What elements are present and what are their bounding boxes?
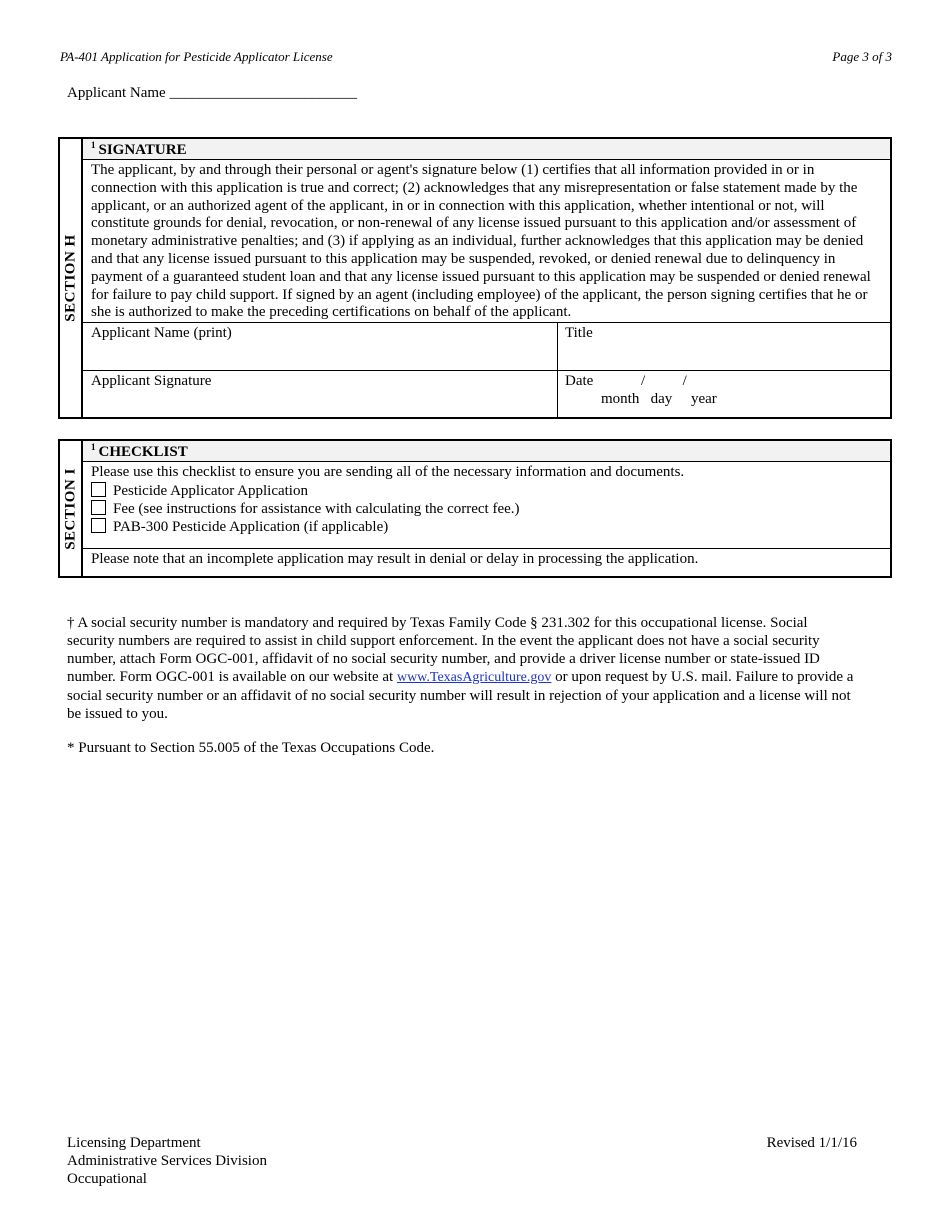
checklist-item[interactable] [91, 482, 308, 500]
checkbox[interactable] [91, 518, 106, 533]
checklist-item[interactable] [91, 518, 388, 536]
ssn-note-text: † A social security number is mandatory and required by Texas Family Code § 231.302 for this occupational license. Social security numbers are required to assist in child support enforcement. In the event the applicant does not have a social security number, attach Form OGC-001, affidavit of no social security number, and provide a driver license number or state-issued ID number. Form OGC-001 is available on our website at [67, 615, 820, 685]
certification-statement: The applicant, by and through their personal or agent's signature below (1) certifies that all information provided in or in connection with this application is true and correct; (2) acknowledges that any misrepresentation or false statement made by the applicant, or an authorized agent of the applicant, in or in connection with this application, whether intentional or not, will constitute grounds for denial, revocation, or non-renewal of any license issued pursuant to this application and/or assessment of monetary administrative penalties; and (3) if applying as an individual, further acknowledges that this application may be denied and that any license issued pursuant to this application may be suspended, revoked, or denied renewal due to delinquency in payment of a guaranteed student loan and that any license issued pursuant to this application may be suspended or denied renewal for failure to pay child support. If signed by an agent (including employee) of the applicant, the person signing certifies that he or she is authorized to make the preceding certifications on behalf of the applicant. [91, 162, 871, 321]
footer-line-3: Occupational [67, 1171, 147, 1187]
section-h-label: SECTION H [62, 234, 78, 322]
footer-line-2: Administrative Services Division [67, 1153, 267, 1169]
revised-date: Revised 1/1/16 [766, 1135, 857, 1151]
section-i-checklist [58, 439, 892, 578]
checklist-intro: Please use this checklist to ensure you are sending all of the necessary information and documents. [91, 464, 685, 480]
section-h-signature [58, 137, 892, 419]
applicant-signature-field[interactable]: Applicant Signature [91, 373, 212, 389]
applicant-name-line[interactable]: Applicant Name _________________________ [67, 85, 357, 101]
section-i-title: CHECKLIST [98, 444, 188, 460]
section-h-sidebar [60, 139, 83, 417]
page-number: Page 3 of 3 [832, 49, 892, 64]
date-format-hint: month day year [601, 391, 717, 407]
section-h-title: SIGNATURE [98, 142, 187, 158]
applicant-name-print-field[interactable]: Applicant Name (print) [91, 325, 232, 341]
ssn-note-text-end: or upon request by U.S. mail. Failure to provide a social security number or an affidavit of no social security number will result in rejection of your application and a license will not be issued to you. [67, 669, 854, 722]
checklist-item-label: Fee (see instructions for assistance with calculating the correct fee.) [113, 501, 520, 517]
name-title-row [83, 322, 890, 370]
ssn-note [67, 614, 857, 723]
pursuant-note: * Pursuant to Section 55.005 of the Texas Occupations Code. [67, 740, 435, 756]
website-link[interactable]: www.TexasAgriculture.gov [396, 670, 552, 685]
section-h-footnote-mark: 1 [91, 140, 96, 150]
date-label: Date [565, 373, 594, 389]
checklist-note: Please note that an incomplete application may result in denial or delay in processing the application. [91, 551, 699, 567]
section-i-label: SECTION I [62, 467, 78, 550]
checklist-item-label: PAB-300 Pesticide Application (if applicable) [113, 519, 389, 535]
checklist-item[interactable] [91, 500, 520, 518]
checklist-note-row [83, 548, 890, 576]
checkbox[interactable] [91, 482, 106, 497]
title-field[interactable]: Title [565, 325, 593, 341]
date-field[interactable]: / / [641, 373, 687, 389]
form-title: PA-401 Application for Pesticide Applicator License [60, 49, 333, 64]
section-h-title-bar [83, 139, 890, 160]
checklist-item-label: Pesticide Applicator Application [113, 483, 308, 499]
section-i-title-bar [83, 441, 890, 462]
checkbox[interactable] [91, 500, 106, 515]
signature-date-row [83, 370, 890, 417]
footer-line-1: Licensing Department [67, 1135, 201, 1151]
section-i-footnote-mark: 1 [91, 442, 96, 452]
section-i-sidebar [60, 441, 83, 576]
footer-department [67, 1134, 267, 1188]
